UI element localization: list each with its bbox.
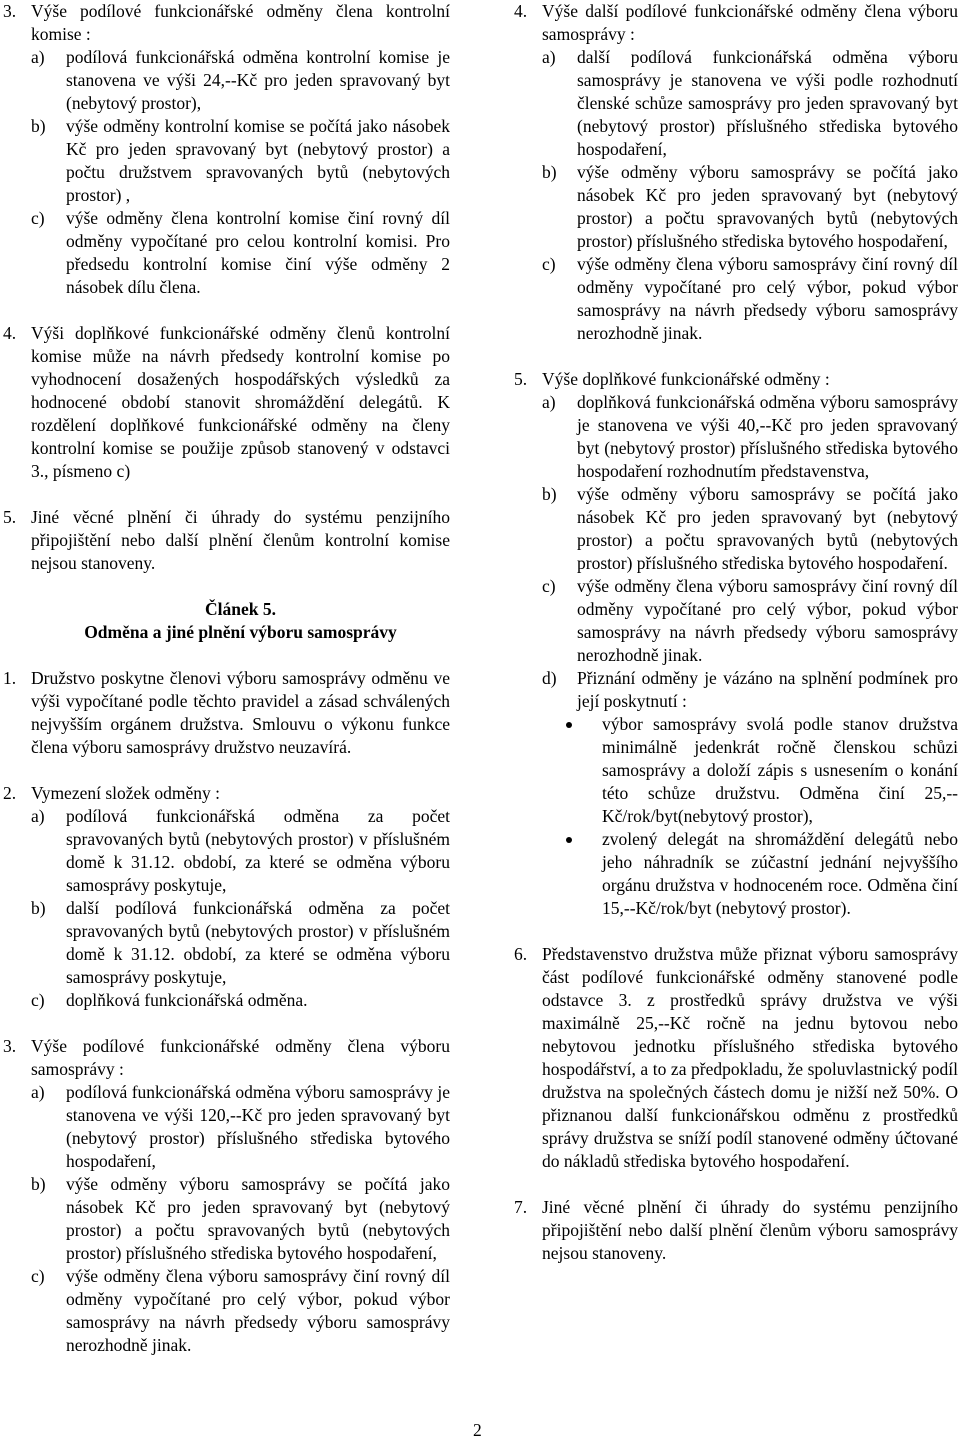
article-subtitle: Odměna a jiné plnění výboru samosprávy: [84, 622, 397, 642]
item-letter: c): [542, 576, 556, 596]
vybor-section-2: [3, 782, 450, 1012]
section-number: 6.: [514, 944, 528, 964]
conditions-bullet-list: [542, 713, 958, 920]
vybor-section-6: [514, 943, 958, 1173]
item-text: výše odměny člena výboru samosprávy činí rovný díl odměny vypočítané pro celý výbor, pokud výbor samosprávy na návrh předsedy výboru samosprávy nerozhodně jinak.: [66, 1266, 450, 1355]
item-letter: a): [31, 47, 45, 67]
section-intro: Výše podílové funkcionářské odměny člena kontrolní komise :: [31, 1, 450, 44]
article-title: Článek 5.: [205, 599, 276, 619]
item-letter: c): [31, 1266, 45, 1286]
section-number: 3.: [3, 1, 17, 21]
list-item: [31, 207, 450, 299]
section-number: 1.: [3, 668, 17, 688]
item-text: výše odměny kontrolní komise se počítá jako násobek Kč pro jeden spravovaný byt (nebytový prostor) a počtu družstvem spravovaných bytů (nebytových prostor) ,: [66, 116, 450, 205]
item-letter: c): [31, 208, 45, 228]
list-item: [31, 1173, 450, 1265]
bullet-icon: [566, 837, 572, 843]
right-column: [514, 0, 958, 1288]
vybor-section-5: [514, 368, 958, 920]
item-text: další podílová funkcionářská odměna za počet spravovaných bytů (nebytových prostor) v příslušném domě k 31.12. období, za které se odměna výboru samosprávy poskytuje,: [66, 898, 450, 987]
bullet-text: výbor samosprávy svolá podle stanov družstva minimálně jedenkrát ročně členskou schůzi samosprávy a doloží zápis s usnesením o konání této schůze družstvu. Odměna činí 25,--Kč/rok/byt(nebytový prostor),: [602, 714, 958, 826]
item-text: výše odměny výboru samosprávy se počítá jako násobek Kč pro jeden spravovaný byt (nebytový prostor) a počtu spravovaných bytů (nebytových prostor) příslušného střediska bytového hospodaření,: [577, 162, 958, 251]
section-intro: Vymezení složek odměny :: [31, 783, 221, 803]
vybor-section-3: [3, 1035, 450, 1357]
section-number: 4.: [514, 1, 528, 21]
bullet-item: [542, 713, 958, 828]
komise-section-4: [3, 322, 450, 483]
item-letter: a): [542, 47, 556, 67]
item-letter: a): [542, 392, 556, 412]
vybor-section-1: [3, 667, 450, 759]
item-text: další podílová funkcionářská odměna výboru samosprávy je stanovena ve výši podle rozhodnutí členské schůze samosprávy pro jeden spravovaný byt (nebytový prostor) příslušného střediska bytového hospodaření,: [577, 47, 958, 159]
list-item: [542, 253, 958, 345]
section-text: Družstvo poskytne členovi výboru samosprávy odměnu ve výši vypočítané podle těchto pravidel a zásad schválených nejvyšším orgánem družstva. Smlouvu o výkonu funkce člena výboru samosprávy družstvo neuzavírá.: [31, 668, 450, 757]
section-intro: Výše další podílové funkcionářské odměny člena výboru samosprávy :: [542, 1, 958, 44]
list-item: [542, 575, 958, 667]
list-item: [31, 989, 450, 1012]
item-letter: b): [31, 1174, 46, 1194]
page-number: 2: [473, 1420, 482, 1440]
article-heading: [3, 598, 450, 644]
item-letter: d): [542, 668, 557, 688]
item-text: podílová funkcionářská odměna kontrolní komise je stanovena ve výši 24,--Kč pro jeden spravovaný byt (nebytový prostor),: [66, 47, 450, 113]
section-text: Výši doplňkové funkcionářské odměny členů kontrolní komise může na návrh předsedy kontrolní komise po vyhodnocení dosažených hospodářských výsledků za hodnocené období stanovit shromáždění delegátů. K rozdělení doplňkové funkcionářské odměny na členy kontrolní komise se použije způsob stanovený v odstavci 3., písmeno c): [31, 323, 450, 481]
item-text: doplňková funkcionářská odměna.: [66, 990, 308, 1010]
section-number: 5.: [3, 507, 17, 527]
list-item: [542, 667, 958, 713]
list-item: [31, 1265, 450, 1357]
item-letter: c): [31, 990, 45, 1010]
item-letter: b): [31, 116, 46, 136]
section-number: 5.: [514, 369, 528, 389]
list-item: [542, 46, 958, 161]
list-item: [31, 46, 450, 115]
section-number: 7.: [514, 1197, 528, 1217]
item-text: podílová funkcionářská odměna výboru samosprávy je stanovena ve výši 120,--Kč pro jeden spravovaný byt (nebytový prostor) příslušného střediska bytového hospodaření,: [66, 1082, 450, 1171]
item-letter: b): [542, 162, 557, 182]
vybor-section-7: [514, 1196, 958, 1265]
item-text: výše odměny člena výboru samosprávy činí rovný díl odměny vypočítané pro celý výbor, pokud výbor samosprávy na návrh předsedy výboru samosprávy nerozhodně jinak.: [577, 576, 958, 665]
section-number: 4.: [3, 323, 17, 343]
bullet-icon: [566, 722, 572, 728]
komise-section-5: [3, 506, 450, 575]
item-text: doplňková funkcionářská odměna výboru samosprávy je stanovena ve výši 40,--Kč pro jeden spravovaný byt (nebytový prostor) příslušného střediska bytového hospodaření rozhodnutím představenstva,: [577, 392, 958, 481]
list-item: [542, 161, 958, 253]
section-text: Představenstvo družstva může přiznat výboru samosprávy část podílové funkcionářské odměny stanovené podle odstavce 3. z prostředků správy družstva ve výši maximálně 25,--Kč ročně na jednu bytovou nebo nebytovou jednotku příslušného střediska bytového hospodářství, a to za předpokladu, že spoluvlastnický podíl družstva na společných částech domu je nižší než 50%. O přiznanou další funkcionářskou odměnu z prostředků správy družstva se sníží podíl stanovené odměny účtované do nákladů střediska bytového hospodaření.: [542, 944, 958, 1171]
section-number: 3.: [3, 1036, 17, 1056]
section-text: Jiné věcné plnění či úhrady do systému penzijního připojištění nebo další plnění členům kontrolní komise nejsou stanoveny.: [31, 507, 450, 573]
item-text: výše odměny výboru samosprávy se počítá jako násobek Kč pro jeden spravovaný byt (nebytový prostor) a počtu spravovaných bytů (nebytových prostor) příslušného střediska bytového hospodaření.: [577, 484, 958, 573]
section-intro: Výše doplňkové funkcionářské odměny :: [542, 369, 830, 389]
list-item: [31, 1081, 450, 1173]
item-letter: b): [542, 484, 557, 504]
komise-section-3: [3, 0, 450, 299]
item-text: výše odměny výboru samosprávy se počítá jako násobek Kč pro jeden spravovaný byt (nebytový prostor) a počtu spravovaných bytů (nebytových prostor) příslušného střediska bytového hospodaření,: [66, 1174, 450, 1263]
section-number: 2.: [3, 783, 17, 803]
left-column: [3, 0, 450, 1380]
list-item: [31, 115, 450, 207]
list-item: [542, 483, 958, 575]
list-item: [31, 897, 450, 989]
bullet-item: [542, 828, 958, 920]
section-text: Jiné věcné plnění či úhrady do systému penzijního připojištění nebo další plnění členům výboru samosprávy nejsou stanoveny.: [542, 1197, 958, 1263]
item-text: výše odměny člena výboru samosprávy činí rovný díl odměny vypočítané pro celý výbor, pokud výbor samosprávy na návrh předsedy výboru samosprávy nerozhodně jinak.: [577, 254, 958, 343]
bullet-text: zvolený delegát na shromáždění delegátů nebo jeho náhradník se zúčastní jednání nejvyššího orgánu družstva v hodnoceném roce. Odměna činí 15,--Kč/rok/byt (nebytový prostor).: [602, 829, 958, 918]
item-letter: c): [542, 254, 556, 274]
item-text: podílová funkcionářská odměna za počet spravovaných bytů (nebytových prostor) v příslušném domě k 31.12. období, za které se odměna výboru samosprávy poskytuje,: [66, 806, 450, 895]
item-text: výše odměny člena kontrolní komise činí rovný díl odměny vypočítané pro celou kontrolní komisi. Pro předsedu kontrolní komise činí výše odměny 2 násobek dílu člena.: [66, 208, 450, 297]
list-item: [542, 391, 958, 483]
vybor-section-4: [514, 0, 958, 345]
item-letter: b): [31, 898, 46, 918]
item-text: Přiznání odměny je vázáno na splnění podmínek pro její poskytnutí :: [577, 668, 958, 711]
item-letter: a): [31, 806, 45, 826]
section-intro: Výše podílové funkcionářské odměny člena výboru samosprávy :: [31, 1036, 450, 1079]
list-item: [31, 805, 450, 897]
item-letter: a): [31, 1082, 45, 1102]
